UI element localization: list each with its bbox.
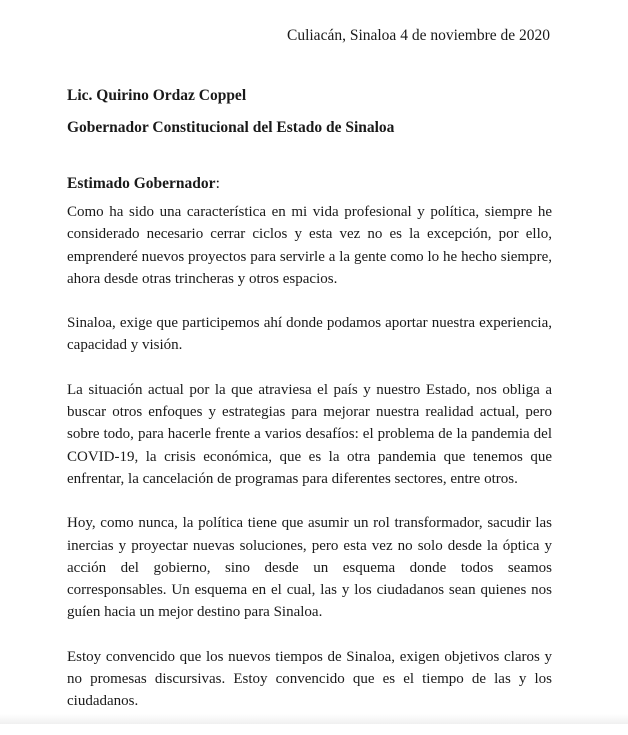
page-bottom-edge: [0, 714, 628, 724]
salutation-colon: :: [215, 175, 220, 192]
date-line: Culiacán, Sinaloa 4 de noviembre de 2020: [286, 27, 550, 44]
recipient-name: Lic. Quirino Ordaz Coppel: [67, 87, 247, 104]
recipient-block: [67, 86, 394, 138]
body-paragraph-2: Sinaloa, exige que participemos ahí donde podamos aportar nuestra experiencia, capacidad y visión.: [67, 315, 552, 354]
letter-body: [67, 201, 552, 735]
body-paragraph-1: Como ha sido una característica en mi vida profesional y política, siempre he considerado necesario cerrar ciclos y esta vez no es la excepción, por ello, emprenderé nuevos proyectos para servirle a la gente como lo he hecho siempre, ahora desde otras trincheras y otros espacios.: [67, 204, 552, 287]
recipient-title: Gobernador Constitucional del Estado de Sinaloa: [67, 119, 395, 136]
salutation-text: Estimado Gobernador: [67, 175, 216, 192]
body-paragraph-4: Hoy, como nunca, la política tiene que asumir un rol transformador, sacudir las inercias y proyectar nuevas soluciones, pero esta vez no solo desde la óptica y acción del gobierno, sino desde un esquema donde todos seamos corresponsables. Un esquema en el cual, las y los ciudadanos sean quienes nos guíen hacia un mejor destino para Sinaloa.: [67, 515, 552, 621]
body-paragraph-3: La situación actual por la que atraviesa el país y nuestro Estado, nos obliga a buscar otros enfoques y estrategias para mejorar nuestra realidad actual, pero sobre todo, para hacerle frente a varios desafíos: el problema de la pandemia del COVID-19, la crisis económica, que es la otra pandemia que tenemos que enfrentar, la cancelación de programas para diferentes sectores, entre otros.: [67, 381, 552, 487]
salutation: [67, 174, 220, 194]
body-paragraph-5: Estoy convencido que los nuevos tiempos de Sinaloa, exigen objetivos claros y no promesas discursivas. Estoy convencido que es el tiempo de las y los ciudadanos.: [67, 648, 552, 710]
